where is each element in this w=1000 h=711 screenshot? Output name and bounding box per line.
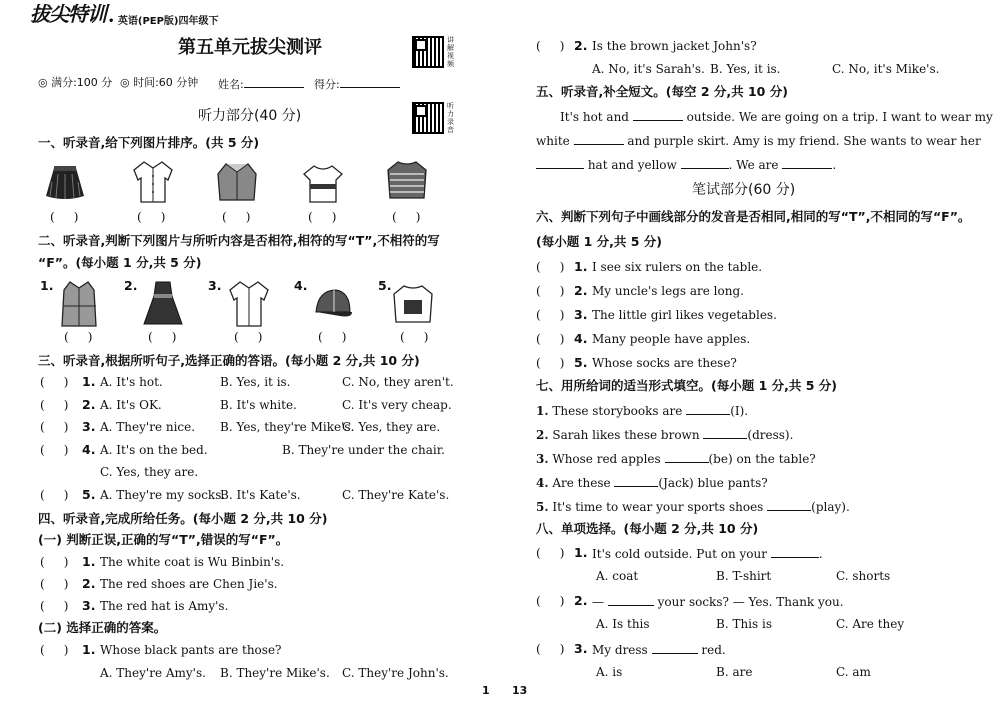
question-number: 1. [82,374,96,389]
question-number: 3. [574,307,588,322]
question-number: 1. [82,554,96,569]
question-number: 4. [574,331,588,346]
statement: Whose socks are these? [592,356,737,370]
fill-item [536,450,816,467]
question-number: 2. [574,38,588,53]
blank-input[interactable] [536,156,584,169]
statement: My uncle's legs are long. [592,284,744,298]
option-a: A. It's on the bed. [100,443,208,457]
question-text-part: It's cold outside. Put on your [592,547,767,561]
passage-text: outside. We are going on a trip. I want to wear my [686,110,993,124]
blank-input[interactable] [665,450,709,463]
answer-box[interactable]: ( ) [392,210,421,224]
option-b: B. Yes, they're Mike's. [220,420,355,434]
subject-label: • 英语(PEP版)四年级下 [108,16,219,27]
option-a: A. It's hot. [100,375,163,389]
option-a: A. They're Amy's. [100,666,206,680]
section1-heading: 一、听录音,给下列图片排序。(共 5 分) [38,135,260,150]
option-c: C. No, it's Mike's. [832,62,940,76]
question-number: 1. [82,642,96,657]
cap-image [312,284,354,328]
question-text-part: red. [701,643,726,657]
answer-box[interactable]: ( ) [40,398,69,412]
page-number-left: 1 [482,684,490,697]
name-label: 姓名: [218,78,244,91]
answer-box[interactable]: ( ) [40,420,69,434]
question-number: 1. [574,259,588,274]
item-number: 2. [124,278,138,293]
answer-box[interactable]: ( ) [40,375,69,389]
blank-input[interactable] [782,156,832,169]
question-text-part: your socks? — Yes. Thank you. [657,595,844,609]
option-b: B. They're under the chair. [282,443,445,457]
option-b: B. They're Mike's. [220,666,330,680]
option-a: A. coat [596,569,639,583]
section4-sub2: (二) 选择正确的答案。 [38,620,167,635]
passage-text: . [832,158,837,172]
fill-item [536,474,768,491]
question-text [592,593,844,610]
section4-heading: 四、听录音,完成所给任务。(每小题 2 分,共 10 分) [38,511,328,526]
passage-text: and purple skirt. Amy is my friend. She wants to wear her [627,134,981,148]
answer-box[interactable]: ( ) [148,330,177,344]
option-a: A. Is this [596,617,650,631]
answer-box[interactable]: ( ) [40,555,69,569]
blank-input[interactable] [633,108,683,121]
question-number: 5. [82,487,96,502]
sweater-image [386,158,428,202]
answer-box[interactable]: ( ) [536,39,565,53]
blank-input[interactable] [574,132,624,145]
qr-code-audio[interactable] [412,102,444,134]
question-number: 2. [82,576,96,591]
shirt-image [228,280,270,328]
shirt-image [132,160,174,204]
option-b: B. Yes, it is. [710,62,781,76]
section6-heading-line2: (每小题 1 分,共 5 分) [536,234,662,249]
passage-text: It's hot and [560,110,629,124]
statement: The white coat is Wu Binbin's. [100,555,285,569]
question-text-part: . [818,547,823,561]
option-b: B. are [716,665,753,679]
skirt-image [44,162,86,206]
section4-sub1: (一) 判断正误,正确的写“T”,错误的写“F”。 [38,532,289,547]
section3-heading: 三、听录音,根据所听句子,选择正确的答语。(每小题 2 分,共 10 分) [38,353,420,368]
sentence-text: (dress). [747,428,794,442]
question-text-part: — [592,595,604,609]
statement: I see six rulers on the table. [592,260,763,274]
blank-input[interactable] [681,156,729,169]
t-shirt-image [302,162,344,206]
blank-input[interactable] [652,641,698,654]
answer-box[interactable]: ( ) [536,594,565,608]
brand-logo: 拔尖特训 [30,2,106,26]
question-text [592,641,726,658]
answer-box[interactable]: ( ) [50,210,79,224]
option-c: C. Yes, they are. [100,465,199,479]
answer-box[interactable]: ( ) [536,356,565,370]
answer-box[interactable]: ( ) [318,330,347,344]
page-title: 第五单元拔尖测评 [178,37,322,58]
answer-box[interactable]: ( ) [40,643,69,657]
section7-heading: 七、用所给词的适当形式填空。(每小题 1 分,共 5 分) [536,378,837,393]
question-number: 2. [536,428,549,442]
answer-box[interactable]: ( ) [536,260,565,274]
listening-part-title: 听力部分(40 分) [198,108,302,124]
option-a: A. It's OK. [100,398,162,412]
passage-line1 [560,108,993,125]
passage-text: . We are [728,158,779,172]
item-number: 1. [40,278,54,293]
blank-input[interactable] [614,474,658,487]
statement: The red hat is Amy's. [100,599,229,613]
section5-heading: 五、听录音,补全短文。(每空 2 分,共 10 分) [536,84,788,99]
sentence-text: (Jack) blue pants? [658,476,768,490]
section2-heading-line1: 二、听录音,判断下列图片与所听内容是否相符,相符的写“T”,不相符的写 [38,233,440,248]
passage-text: white [536,134,570,148]
section8-heading: 八、单项选择。(每小题 2 分,共 10 分) [536,521,759,536]
item-number: 5. [378,278,392,293]
answer-box[interactable]: ( ) [536,284,565,298]
question-text: Is the brown jacket John's? [592,39,757,53]
option-b: B. This is [716,617,772,631]
answer-box[interactable]: ( ) [64,330,93,344]
answer-box[interactable]: ( ) [40,599,69,613]
answer-box[interactable]: ( ) [40,488,69,502]
option-b: B. It's Kate's. [220,488,301,502]
score-label: 得分: [314,78,340,91]
answer-box[interactable]: ( ) [308,210,337,224]
blank-input[interactable] [771,545,819,558]
page-number-right: 13 [512,684,528,697]
option-a: A. No, it's Sarah's. [592,62,705,76]
full-score: ◎ 满分:100 分 [38,76,113,89]
passage-line2 [536,132,981,149]
item-number: 4. [294,278,308,293]
dress-image [142,280,184,328]
question-number: 1. [574,545,588,560]
answer-box[interactable]: ( ) [400,330,429,344]
question-number: 2. [574,283,588,298]
option-c: C. It's very cheap. [342,398,452,412]
blank-input[interactable] [686,402,730,415]
qr-video-label: 讲解视频 [447,36,454,68]
answer-box[interactable]: ( ) [536,308,565,322]
answer-box[interactable]: ( ) [234,330,263,344]
coat-image [58,280,100,328]
sweater-image [392,282,434,326]
blank-input[interactable] [608,593,654,606]
question-number: 4. [536,476,549,490]
fill-item [536,426,793,443]
question-number: 2. [574,593,588,608]
answer-box[interactable]: ( ) [222,210,251,224]
option-c: C. Yes, they are. [342,420,441,434]
question-number: 3. [82,598,96,613]
item-number: 3. [208,278,222,293]
option-c: C. am [836,665,871,679]
right-page [512,0,993,711]
option-b: B. T-shirt [716,569,772,583]
answer-box[interactable]: ( ) [137,210,166,224]
sentence-text: (be) on the table? [708,452,816,466]
section6-heading-line1: 六、判断下列句子中画线部分的发音是否相同,相同的写“T”,不相同的写“F”。 [536,209,971,224]
question-text: Whose black pants are those? [100,643,282,657]
question-number: 4. [82,442,96,457]
option-a: A. is [596,665,623,679]
qr-code-video[interactable] [412,36,444,68]
question-number: 5. [536,500,549,514]
sentence-text: Whose red apples [552,452,661,466]
option-c: C. They're Kate's. [342,488,450,502]
question-number: 3. [82,419,96,434]
blank-input[interactable] [767,498,811,511]
answer-box[interactable]: ( ) [40,577,69,591]
score-field[interactable] [314,75,400,93]
answer-box[interactable]: ( ) [536,642,565,656]
option-c: C. They're John's. [342,666,449,680]
name-field[interactable] [218,75,304,93]
sentence-text: (play). [811,500,850,514]
sentence-text: It's time to wear your sports shoes [552,500,764,514]
question-number: 2. [82,397,96,412]
statement: The little girl likes vegetables. [592,308,777,322]
option-c: C. No, they aren't. [342,375,454,389]
time-limit: ◎ 时间:60 分钟 [120,76,199,89]
answer-box[interactable]: ( ) [536,332,565,346]
option-a: A. They're my socks. [100,488,226,502]
fill-item [536,402,748,419]
option-c: C. Are they [836,617,905,631]
fill-item [536,498,850,515]
statement: The red shoes are Chen Jie's. [100,577,278,591]
sentence-text: (I). [730,404,749,418]
written-part-title: 笔试部分(60 分) [692,182,796,198]
blank-input[interactable] [703,426,747,439]
subject-text: 英语(PEP版)四年级下 [117,16,219,27]
question-text [592,545,823,562]
jacket-image [216,160,258,204]
option-b: B. It's white. [220,398,297,412]
question-text-part: My dress [592,643,648,657]
passage-text: hat and yellow [587,158,677,172]
passage-line3 [536,156,836,173]
sentence-text: Are these [552,476,611,490]
sentence-text: Sarah likes these brown [552,428,700,442]
answer-box[interactable]: ( ) [536,546,565,560]
option-b: B. Yes, it is. [220,375,291,389]
answer-box[interactable]: ( ) [40,443,69,457]
question-number: 3. [536,452,549,466]
option-c: C. shorts [836,569,891,583]
qr-audio-label: 听力录音 [447,102,454,134]
question-number: 5. [574,355,588,370]
option-a: A. They're nice. [100,420,196,434]
question-number: 1. [536,404,549,418]
section2-heading-line2: “F”。(每小题 1 分,共 5 分) [38,255,202,270]
statement: Many people have apples. [592,332,751,346]
question-number: 3. [574,641,588,656]
sentence-text: These storybooks are [552,404,683,418]
